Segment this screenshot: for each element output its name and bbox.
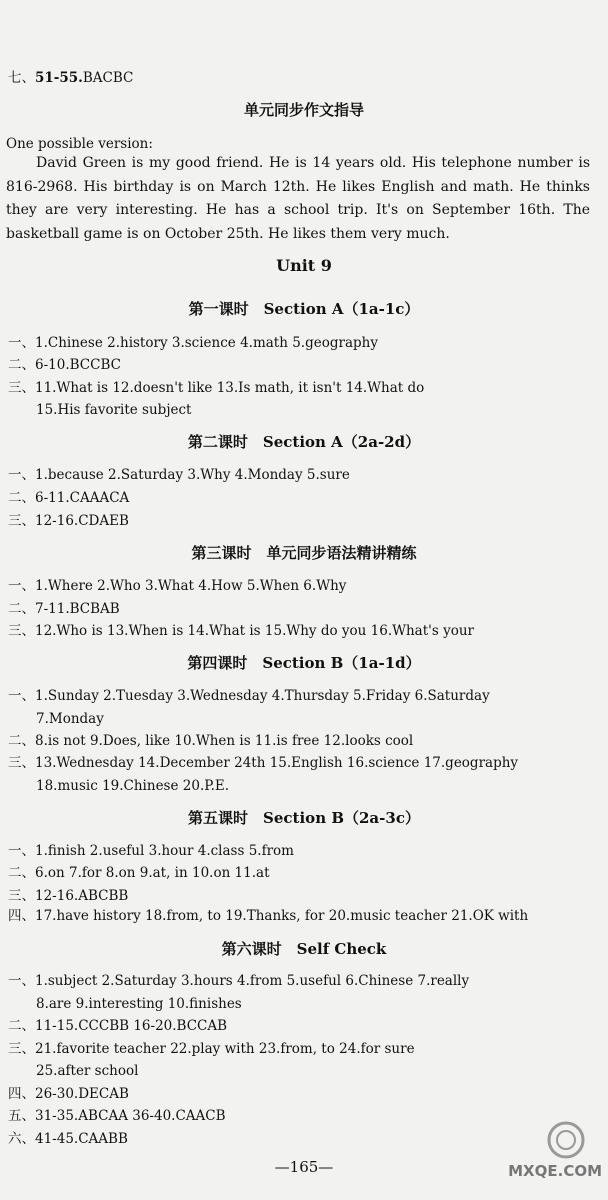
watermark-text: MXQE.COM [508,1162,602,1180]
answer-line: 25.after school [36,1063,139,1079]
answer-line: 二、7-11.BCBAB [8,601,120,617]
stamp-logo-icon [536,1120,596,1160]
answer-line: 一、1.finish 2.useful 3.hour 4.class 5.from [8,843,294,859]
answer-line: 一、1.Where 2.Who 3.What 4.How 5.When 6.Why [8,578,347,594]
answer-line: 三、12-16.CDAEB [8,513,129,529]
lesson-1-title: 第一课时 Section A（1a-1c） [188,300,420,318]
answer-line: 二、6.on 7.for 8.on 9.at, in 10.on 11.at [8,865,270,881]
lesson-5-title: 第五课时 Section B（2a-3c） [188,809,420,827]
answer-line: 一、1.Chinese 2.history 3.science 4.math 5.geography [8,335,378,351]
answer-line: 18.music 19.Chinese 20.P.E. [36,778,230,794]
answer-line: 15.His favorite subject [36,402,192,418]
section-seven-label: 七、 [8,70,35,86]
lesson-3-title: 第三课时 单元同步语法精讲精练 [191,544,417,562]
answer-line: 一、1.subject 2.Saturday 3.hours 4.from 5.useful 6.Chinese 7.really [8,973,470,989]
lesson-4-title: 第四课时 Section B（1a-1d） [187,654,421,672]
answer-line: 8.are 9.interesting 10.finishes [36,996,242,1012]
writing-guide-title: 单元同步作文指导 [243,101,364,119]
lesson-6-title: 第六课时 Self Check [221,940,387,958]
answer-line: 二、11-15.CCCBB 16-20.BCCAB [8,1018,228,1034]
section-seven-number: 51-55. [35,70,83,86]
answer-line: 7.Monday [36,711,104,727]
unit-title: Unit 9 [276,256,332,275]
lesson-2-title: 第二课时 Section A（2a-2d） [187,433,421,451]
answer-line: 一、1.Sunday 2.Tuesday 3.Wednesday 4.Thursday 5.Friday 6.Saturday [8,688,490,704]
answer-line: 四、26-30.DECAB [8,1086,129,1102]
answer-line: 四、17.have history 18.from, to 19.Thanks, for 20.music teacher 21.OK with [8,908,529,924]
answer-line: 三、21.favorite teacher 22.play with 23.from, to 24.for sure [8,1041,415,1057]
answer-line: 三、11.What is 12.doesn't like 13.Is math, it isn't 14.What do [8,380,425,396]
page-number: —165— [274,1158,334,1176]
answer-line: 五、31-35.ABCAA 36-40.CAACB [8,1108,226,1124]
answer-line: 三、13.Wednesday 14.December 24th 15.English 16.science 17.geography [8,755,519,771]
answer-line: 三、12-16.ABCBB [8,888,129,904]
section-seven-key: BACBC [82,70,134,86]
answer-line: 二、6-11.CAAACA [8,490,130,506]
section-seven-answer [8,70,598,86]
answer-line: 三、12.Who is 13.When is 14.What is 15.Why do you 16.What's your [8,623,474,639]
possible-version-label: One possible version: [6,136,153,152]
answer-line: 一、1.because 2.Saturday 3.Why 4.Monday 5.sure [8,467,350,483]
answer-line: 二、6-10.BCCBC [8,357,121,373]
answer-line: 二、8.is not 9.Does, like 10.When is 11.is free 12.looks cool [8,733,414,749]
sample-essay: David Green is my good friend. He is 14 years old. His telephone number is 816-2968. His birthday is on March 12th. He likes English and math. He thinks they are very interesting. He has a school trip. It's on September 16th. The basketball game is on October 25th. He likes them very much. [6,155,590,242]
answer-line: 六、41-45.CAABB [8,1131,128,1147]
watermark [464,1120,602,1180]
